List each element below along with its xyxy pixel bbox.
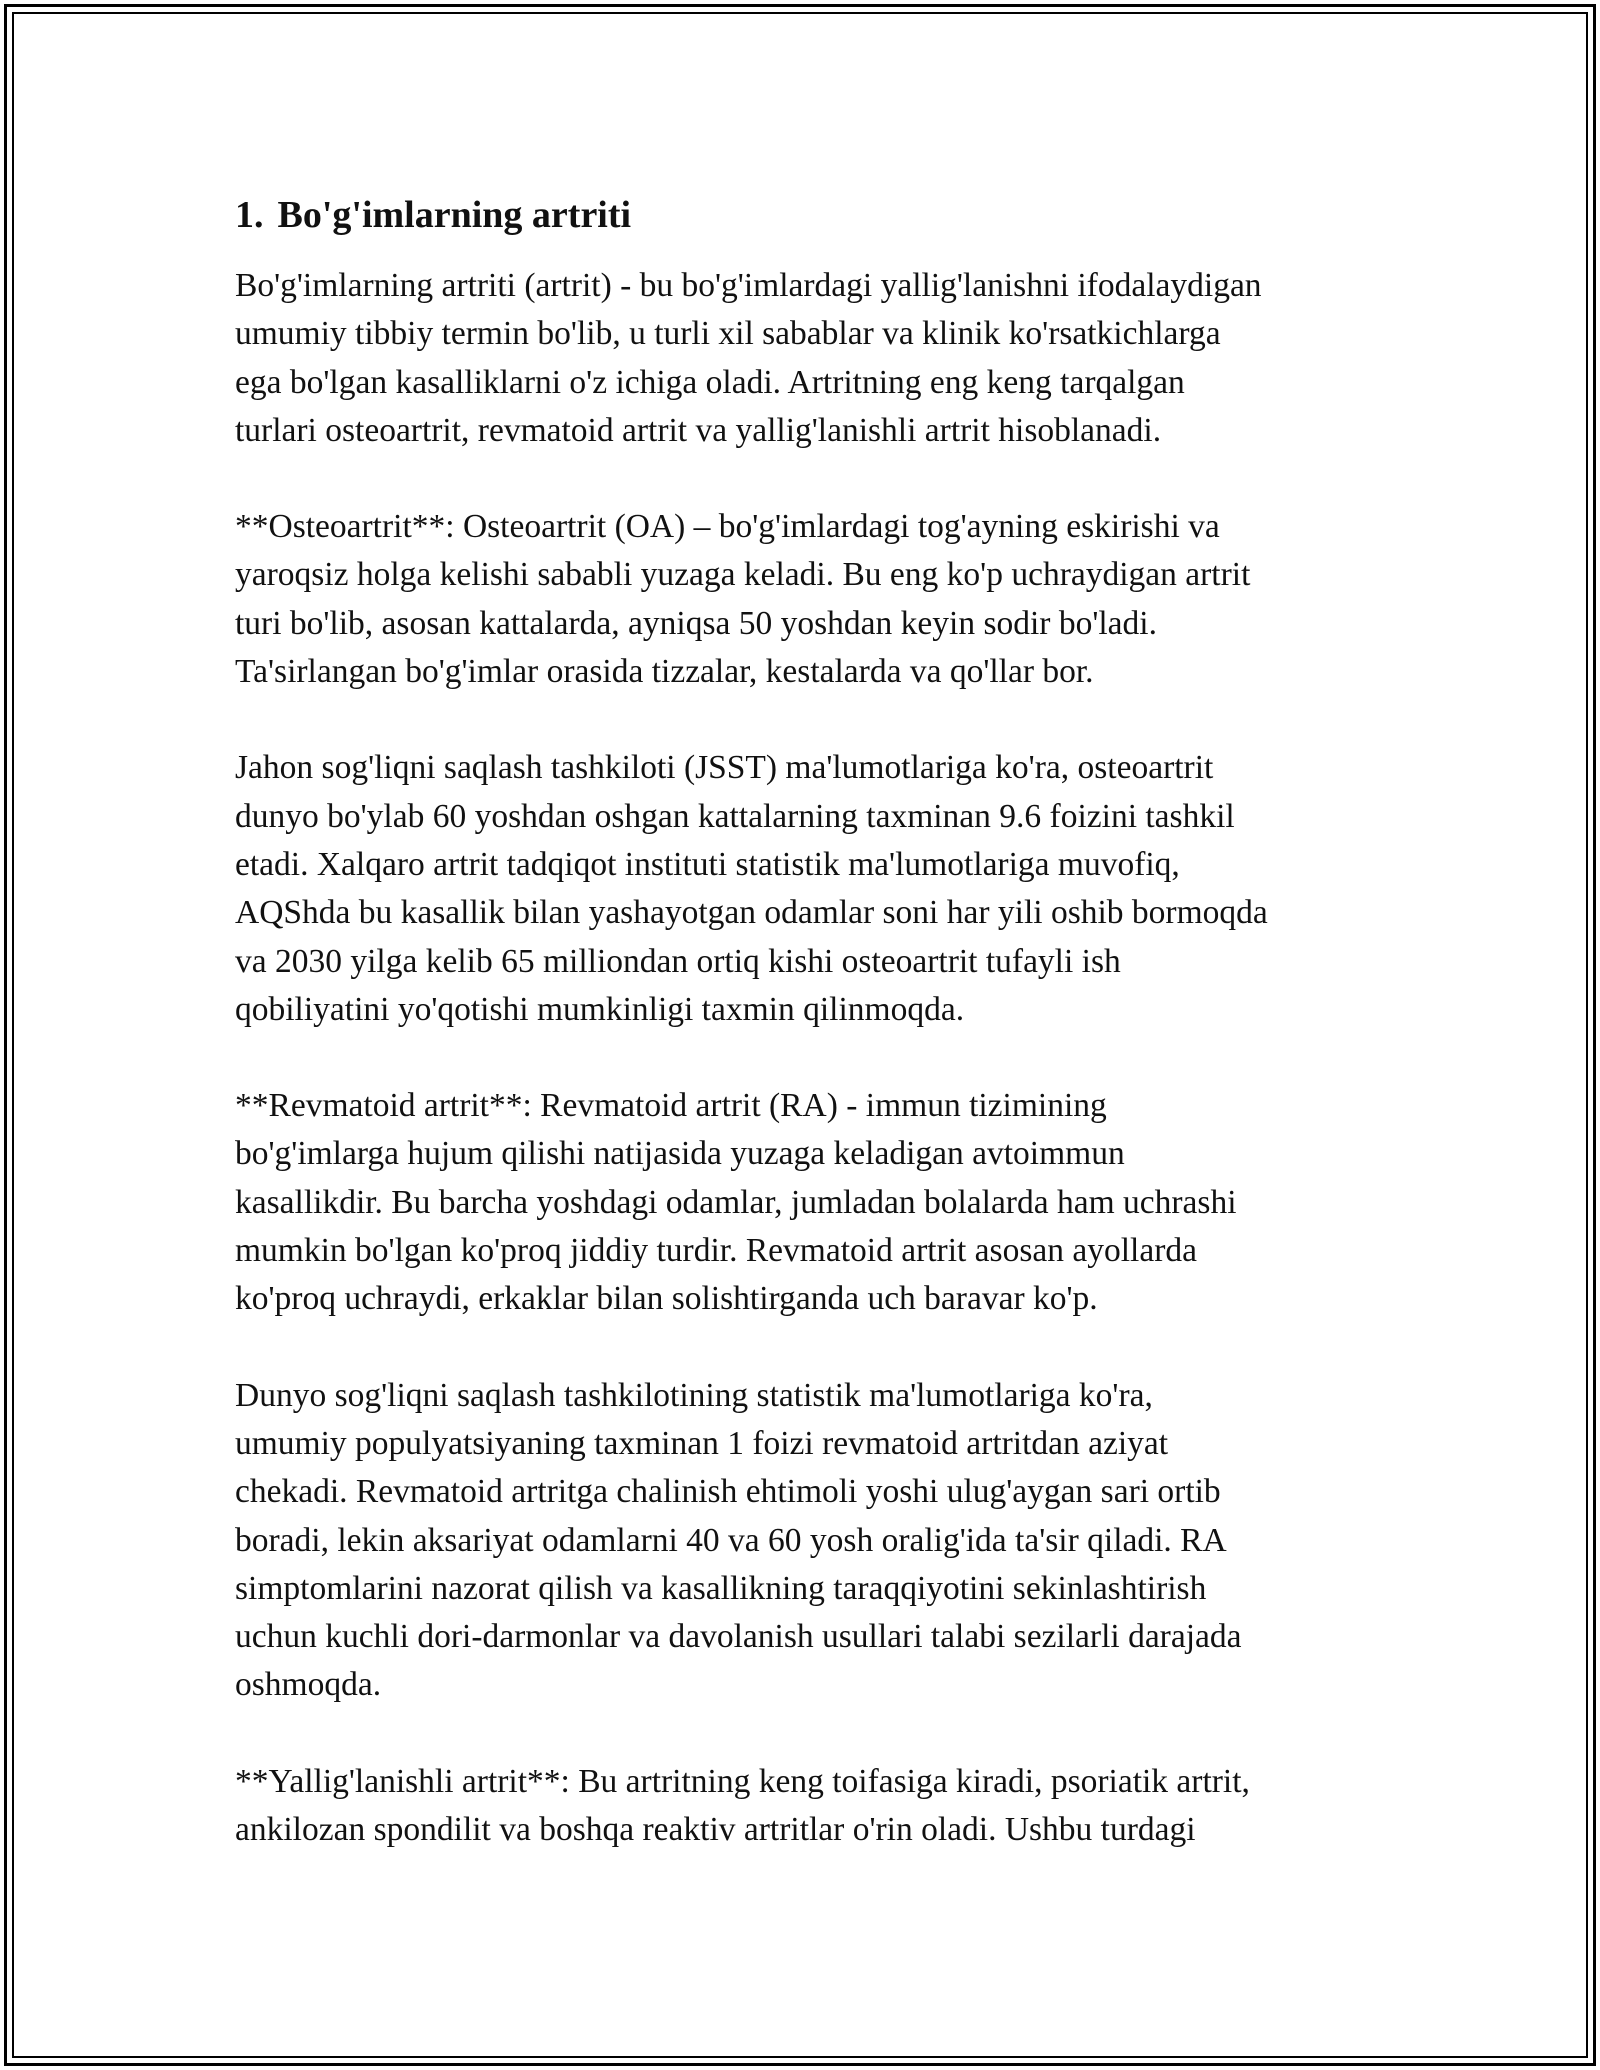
paragraph-ra-statistics <box>235 1372 1395 1710</box>
text-line: ankilozan spondilit va boshqa reaktiv artritlar o'rin oladi. Ushbu turdagi <box>235 1811 1196 1849</box>
text-line: qobiliyatini yo'qotishi mumkinligi taxmin qilinmoqda. <box>235 990 965 1028</box>
text-line: Bo'g'imlarning artriti (artrit) - bu bo'g'imlardagi yallig'lanishni ifodalaydigan <box>235 267 1262 304</box>
text-line: Dunyo sog'liqni saqlash tashkilotining statistik ma'lumotlariga ko'ra, <box>235 1376 1153 1414</box>
paragraph-osteoarthritis <box>235 503 1395 696</box>
paragraph-rheumatoid-arthritis <box>235 1082 1395 1323</box>
text-line: bo'g'imlarga hujum qilishi natijasida yuzaga keladigan avtoimmun <box>235 1135 1125 1173</box>
paragraph-intro <box>235 262 1395 455</box>
text-line: **Osteoartrit**: Osteoartrit (OA) – bo'g'imlardagi tog'ayning eskirishi va <box>235 508 1220 546</box>
text-line: ega bo'lgan kasalliklarni o'z ichiga oladi. Artritning eng keng tarqalgan <box>235 363 1185 401</box>
text-line: Ta'sirlangan bo'g'imlar orasida tizzalar, kestalarda va qo'llar bor. <box>235 653 1094 691</box>
text-line: umumiy tibbiy termin bo'lib, u turli xil sabablar va klinik ko'rsatkichlarga <box>235 315 1221 353</box>
text-line: ko'proq uchraydi, erkaklar bilan solishtirganda uch baravar ko'p. <box>235 1280 1098 1318</box>
text-line: simptomlarini nazorat qilish va kasallikning taraqqiyotini sekinlashtirish <box>235 1569 1207 1607</box>
paragraph-inflammatory-arthritis <box>235 1758 1395 1855</box>
text-line: turi bo'lib, asosan kattalarda, ayniqsa 50 yoshdan keyin sodir bo'ladi. <box>235 604 1157 642</box>
text-line: yaroqsiz holga kelishi sababli yuzaga keladi. Bu eng ko'p uchraydigan artrit <box>235 556 1251 594</box>
text-line: etadi. Xalqaro artrit tadqiqot instituti statistik ma'lumotlariga muvofiq, <box>235 845 1180 883</box>
text-line: AQShda bu kasallik bilan yashayotgan odamlar soni har yili oshib bormoqda <box>235 894 1268 932</box>
text-line: dunyo bo'ylab 60 yoshdan oshgan kattalarning taxminan 9.6 foizini tashkil <box>235 797 1235 835</box>
section-heading <box>235 186 1395 244</box>
text-line: uchun kuchli dori-darmonlar va davolanish usullari talabi sezilarli darajada <box>235 1618 1242 1656</box>
document-body <box>235 186 1395 1902</box>
text-line: oshmoqda. <box>235 1666 382 1704</box>
text-line: kasallikdir. Bu barcha yoshdagi odamlar, jumladan bolalarda ham uchrashi <box>235 1183 1237 1221</box>
text-line: umumiy populyatsiyaning taxminan 1 foizi revmatoid artritdan aziyat <box>235 1424 1169 1462</box>
text-line: Jahon sog'liqni saqlash tashkiloti (JSST) ma'lumotlariga ko'ra, osteoartrit <box>235 749 1214 787</box>
paragraph-who-statistics <box>235 744 1395 1034</box>
text-line: **Revmatoid artrit**: Revmatoid artrit (RA) - immun tizimining <box>235 1087 1107 1125</box>
text-line: boradi, lekin aksariyat odamlarni 40 va 60 yosh oralig'ida ta'sir qiladi. RA <box>235 1521 1227 1559</box>
text-line: va 2030 yilga kelib 65 milliondan ortiq kishi osteoartrit tufayli ish <box>235 942 1121 980</box>
section-title: Bo'g'imlarning artriti <box>277 194 632 236</box>
text-line: mumkin bo'lgan ko'proq jiddiy turdir. Revmatoid artrit asosan ayollarda <box>235 1232 1197 1270</box>
text-line: **Yallig'lanishli artrit**: Bu artritning keng toifasiga kiradi, psoriatik artrit, <box>235 1762 1250 1800</box>
text-line: chekadi. Revmatoid artritga chalinish ehtimoli yoshi ulug'aygan sari ortib <box>235 1473 1221 1511</box>
text-line: turlari osteoartrit, revmatoid artrit va yallig'lanishli artrit hisoblanadi. <box>235 411 1162 449</box>
section-number: 1. <box>235 194 264 236</box>
